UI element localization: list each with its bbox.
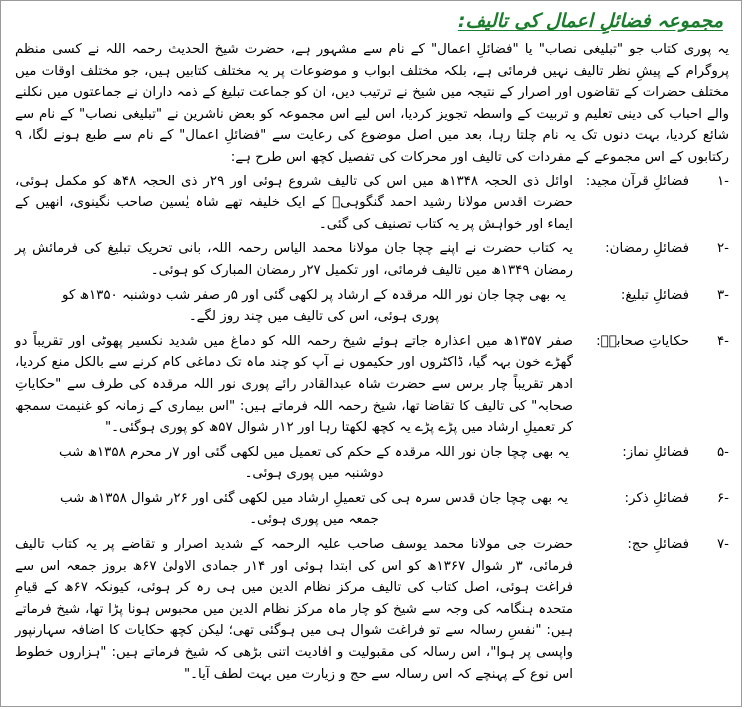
item-title: فضائلِ تبلیغ: bbox=[620, 287, 689, 303]
item-title: فضائلِ نماز: bbox=[622, 444, 689, 460]
item-description: حضرت جی مولانا محمد یوسف صاحب علیہ الرحمہ کے شدید اصرار و تقاضے پر یہ کتاب تالیف فرمائی، ۳ر شوال ۱۳۶۷ھ کو اس کی ابتدا ہوئی اور ۱۴ر جمادی الاولیٰ ۶۷ھ بروز جمعہ اس سے فراغت ہوئی، اصل کتاب کی تالیف مرکز نظام الدین میں ہی رہ کر ہوئی، کیونکہ ۶۷ھ کے قیامِ متحدہ ہنگامہ کی وجہ سے شیخ کو چار ماہ مرکز نظام الدین میں محبوس ہونا پڑا تھا، شیخ فرماتے ہیں: "نفسِ رسالہ سے تو فراغت شوال ہی میں ہوگئی تھی؛ لیکن کچھ حکایات کا اضافہ سہارنپور واپسی پر ہوا"، اس رسالہ کی مقبولیت و افادیت اتنی بڑھی کہ شیخ فرماتے ہیں: "ہزاروں خطوط اس نوع کے پہنچے کہ اس رسالہ سے حج و زیارت میں بہت لطف آیا۔" bbox=[15, 537, 574, 682]
list-item bbox=[15, 238, 729, 281]
item-number: -۲ bbox=[716, 241, 729, 257]
list-item bbox=[15, 488, 729, 531]
item-description: اوائل ذی الحجہ ۱۳۴۸ھ میں اس کی تالیف شروع ہوئی اور ۲۹ر ذی الحجہ ۴۸ھ کو مکمل ہوئی، حضرت اقدس مولانا رشید احمد گنگوہیؒ کے ایک خلیفہ تھے شاہ یٰسین صاحب نگینوی، انھیں کے ایماء اور خواہش پر یہ کتاب تصنیف کی گئی۔ bbox=[15, 173, 573, 232]
section-heading: مجموعہ فضائلِ اعمال کی تالیف: bbox=[457, 10, 723, 32]
list-item bbox=[15, 442, 729, 485]
item-number: -۵ bbox=[716, 444, 729, 460]
item-number: -۱ bbox=[716, 173, 729, 189]
list-item bbox=[15, 331, 729, 439]
item-title: فضائلِ قرآن مجید: bbox=[585, 173, 689, 189]
item-number: -۷ bbox=[716, 537, 729, 553]
item-title: حکایاتِ صحابہؓ: bbox=[596, 333, 689, 349]
item-description: یہ بھی چچا جان نور اللہ مرقدہ کے حکم کی تعمیل میں لکھی گئی اور ۷ر محرم ۱۳۵۸ھ شب دوشنبہ میں پوری ہوئی۔ bbox=[58, 444, 570, 482]
item-number: -۴ bbox=[716, 333, 729, 349]
item-description: یہ کتاب حضرت نے اپنے چچا جان مولانا محمد الیاس رحمہ اللہ، بانی تحریک تبلیغ کی فرمائش پر رمضان ۱۳۴۹ھ میں تالیف فرمائی، اور تکمیل ۲۷ر رمضان المبارک کو ہوئی۔ bbox=[15, 241, 573, 278]
item-number: -۶ bbox=[716, 490, 729, 506]
item-description: یہ بھی چچا جان قدس سرہ ہی کی تعمیلِ ارشاد میں لکھی گئی اور ۲۶ر شوال ۱۳۵۸ھ شب جمعہ میں پوری ہوئی۔ bbox=[60, 490, 568, 528]
list-item bbox=[15, 534, 729, 685]
item-description: یہ بھی چچا جان نور اللہ مرقدہ کے ارشاد پر لکھی گئی اور ۵ر صفر شب دوشنبہ ۱۳۵۰ھ کو پوری ہوئی، اس کی تالیف میں چند روز لگے۔ bbox=[62, 287, 566, 325]
document-content bbox=[15, 9, 729, 702]
item-number: -۳ bbox=[716, 287, 729, 303]
list-item bbox=[15, 171, 729, 236]
item-title: فضائلِ حج: bbox=[627, 537, 689, 553]
item-title: فضائلِ ذکر: bbox=[624, 490, 689, 506]
intro-paragraph: یہ پوری کتاب جو "تبلیغی نصاب" یا "فضائلِ اعمال" کے نام سے مشہور ہے، حضرت شیخ الحدیث رحمہ اللہ نے کسی منظم پروگرام کے پیشِ نظر تالیف نہیں فرمائی ہے، بلکہ مختلف ابواب و موضوعات پر یہ مختلف کتابیں ہیں، جو مختلف اوقات میں مختلف حضرات کے تقاضوں اور اصرار کے نتیجہ میں شیخ نے ترتیب دیں، ان کو جماعت تبلیغ کے ذمہ داران نے جماعتوں میں نکلنے والے احباب کی دینی تعلیم و تربیت کے واسطہ تجویز کردیا، اس لیے اس مجموعہ کو بعض ناشرین نے "تبلیغی نصاب" کے نام سے شائع کردیا، بہت دنوں تک یہ نام چلتا رہا، بعد میں اصل موضوع کی رعایت سے "فضائلِ اعمال" کے نام سے طبع ہونے لگا، ۹ رکتابوں کے اس مجموعے کے مفردات کی تالیف اور محرکات کی تفصیل کچھ اس طرح ہے: bbox=[15, 42, 729, 165]
book-list bbox=[15, 171, 729, 686]
item-title: فضائلِ رمضان: bbox=[605, 241, 689, 257]
list-item bbox=[15, 285, 729, 328]
item-description: صفر ۱۳۵۷ھ میں اعذارہ جاتے ہوئے شیخ رحمہ اللہ کو دماغ میں شدید نکسیر پھوٹی اور تقریباً دو گھڑے خون بہہ گیا، ڈاکٹروں اور حکیموں نے آپ کو چند ماہ تک دماغی کام کرنے سے بالکل منع کردیا، ادھر تقریباً چار برس سے حضرت شاہ عبدالقادر رائے پوری نور اللہ مرقدہ کی طرف سے "حکایاتِ صحابہ" کی تالیف کا تقاضا تھا، شیخ رحمہ اللہ فرماتے ہیں: "اس بیماری کے زمانہ کو غنیمت سمجھ کر تعمیلِ ارشاد میں پڑے پڑے یہ کچھ لکھتا رہا اور ۱۲ر شوال ۵۷ھ کو پوری ہوگئی۔" bbox=[15, 333, 573, 436]
